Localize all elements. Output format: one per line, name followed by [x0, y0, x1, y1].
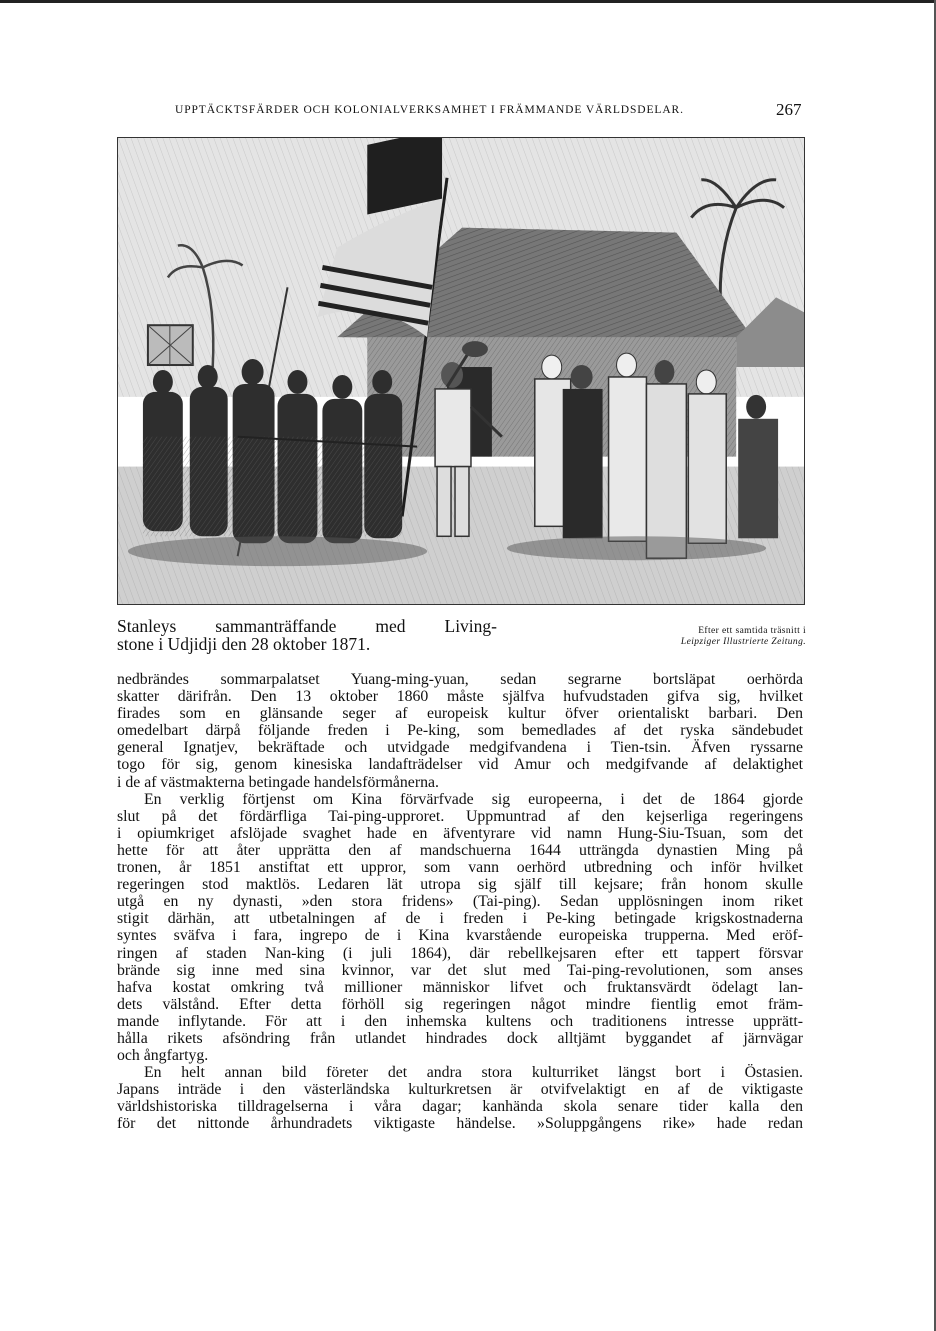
- text-line: syntes sväfva i fara, ingrepo de i Kina kvarstående europeiska trupperna. Med eröf-: [117, 927, 803, 945]
- page-edge-top: [0, 0, 936, 3]
- body-text: [117, 671, 803, 1133]
- text-line: regeringen stod maktlös. Ledaren lät utropa sig själf till kejsare; från honom skulle: [117, 876, 803, 894]
- text-line: mande inflytande. För att i den inhemska kultens och traditionens intresse upprätt-: [117, 1012, 803, 1030]
- text-line: skatter därifrån. Den 13 oktober 1860 måste själfva hufvudstaden gifva sig, hvilket: [117, 688, 803, 706]
- text-line: omedelbart därpå följande freden i Pe-king, som bemedlades af det ryska sändebudet: [117, 722, 803, 740]
- credit-line-publication: Leipziger Illustrierte Zeitung.: [680, 637, 806, 647]
- text-line: firades som en glänsande seger af europeisk kultur öfver orientaliskt barbari. Den: [117, 705, 803, 723]
- caption-line: stone i Udjidji den 28 oktober 1871.: [117, 634, 371, 654]
- engraving-scene: [118, 138, 804, 604]
- running-head: UPPTÄCKTSFÄRDER OCH KOLONIALVERKSAMHET I FRÄMMANDE VÄRLDSDELAR.: [175, 104, 684, 116]
- text-line: utgå en ny dynasti, »den stora fridens» (Tai-ping). Sedan upplösningen inom riket: [117, 893, 803, 911]
- text-line: för det nittonde århundradets viktigaste händelse. »Soluppgångens rike» hade redan: [117, 1115, 803, 1133]
- text-line: ringen af staden Nan-king (i juli 1864), där rebellkejsaren efter ett tappert försvar: [117, 944, 803, 962]
- text-line: nedbrändes sommarpalatset Yuang-ming-yuan, sedan segrarne bortsläpat oerhörda: [117, 671, 803, 688]
- text-line: stigit därhän, att utbetalningen af de i freden i Pe-king betingade krigskostnaderna: [117, 910, 803, 928]
- engraving-illustration: [117, 137, 805, 605]
- text-line: i de af västmakterna betingade handelsförmånerna.: [117, 773, 439, 791]
- page-number: 267: [776, 100, 802, 119]
- text-line: hålla rikets afsöndring från utlandet hindrades dock alltjämt byggandet af järnvägar: [117, 1029, 803, 1047]
- text-line: slut på det fördärfliga Tai-ping-upproret. Uppmuntrad af den kejserliga regeringens: [117, 807, 803, 825]
- text-line: togo för sig, genom kinesiska landafträdelser vid Amur och medgifvande af delaktighet: [117, 756, 803, 774]
- text-line: och ångfartyg.: [117, 1047, 209, 1065]
- text-line: Japans inträde i den västerländska kulturkretsen är otvifvelaktigt en af de viktigaste: [117, 1081, 803, 1099]
- text-line: brände sig inne med sina kvinnor, var det slut med Tai-ping-revolutionen, som anses: [117, 961, 803, 979]
- text-line: i opiumkriget afslöjade svaghet hade en äfventyrare vid namn Hung-Siu-Tsuan, som det: [117, 824, 803, 842]
- credit-line-source: Efter ett samtida träsnitt i: [698, 626, 806, 636]
- text-line: general Ignatjev, bekräftade och utvidgade medgifvandena i Tien-tsin. Äfven ryssarne: [117, 739, 803, 757]
- figure-credit: [636, 626, 806, 648]
- figure-caption: [117, 617, 497, 653]
- text-line: hafva kostat omkring två millioner människor lifvet och fruktansvärdt ödelagt lan-: [117, 978, 803, 996]
- text-line: En verklig förtjenst om Kina förvärfvade sig europeerna, i det de 1864 gjorde: [144, 790, 803, 808]
- text-line: tronen, år 1851 anstiftat ett uppror, som vann oerhörd utbredning och inför hvilket: [117, 859, 803, 877]
- text-line: dets välstånd. Efter detta förhöll sig regeringen något mindre fientlig emot främ-: [117, 995, 803, 1013]
- caption-line: Stanleys sammanträffande med Living-: [117, 616, 497, 636]
- text-line: världshistoriska tilldragelserna i våra dagar; kanhända skola senare tider kalla den: [117, 1098, 803, 1116]
- text-line: hette för att åter upprätta den af mandschuerna 1644 utträngda dynastien Ming på: [117, 841, 803, 859]
- text-line: En helt annan bild företer det andra stora kulturriket längst bort i Östasien.: [144, 1064, 803, 1082]
